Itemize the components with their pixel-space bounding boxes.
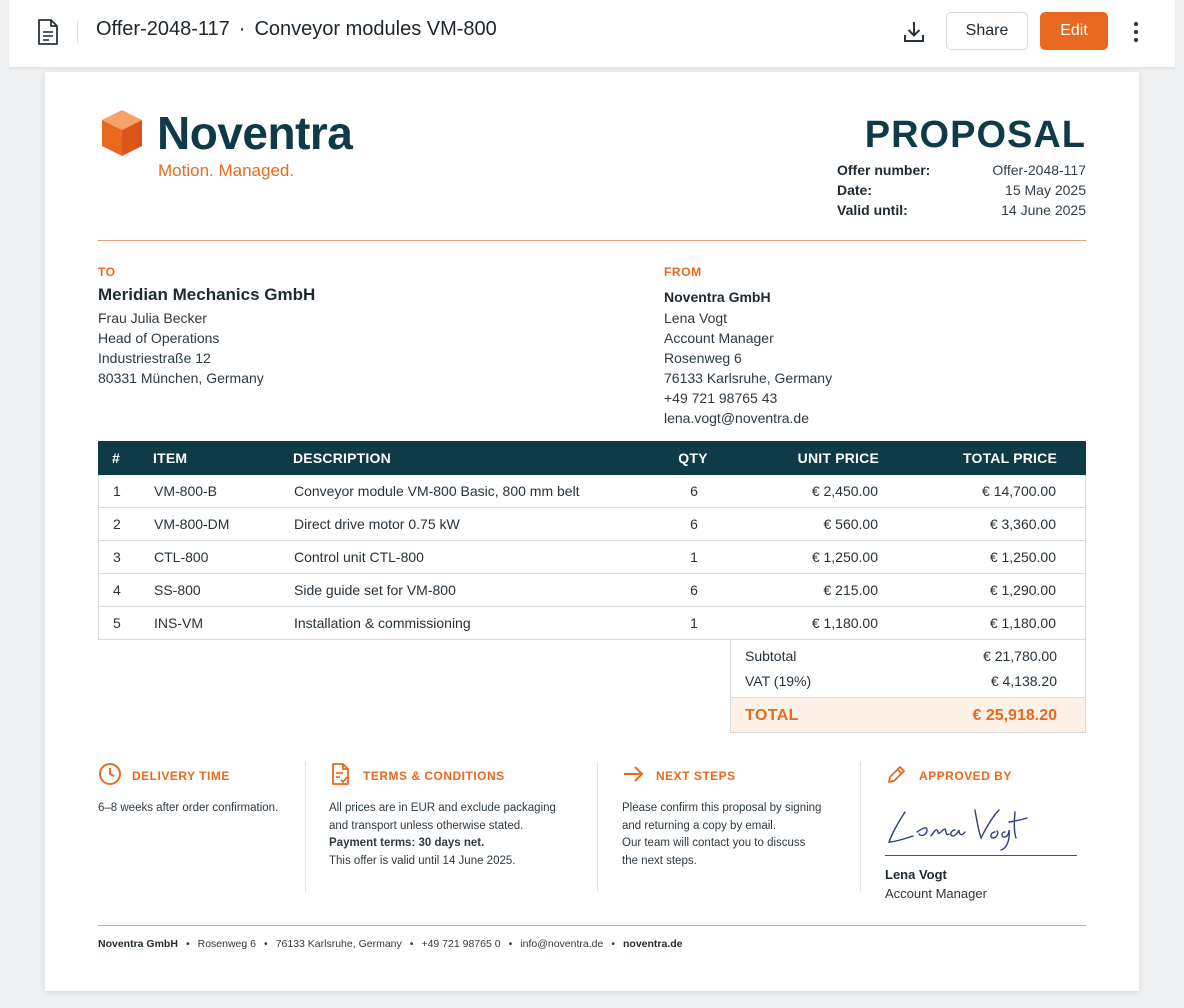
cell-qty: 1 [690,615,698,631]
to-label: TO [98,265,116,279]
next-steps-line: and returning a copy by email. [622,819,777,832]
col-header-total-price: TOTAL PRICE [963,450,1057,466]
totals-box [730,638,1086,733]
grand-total-row [731,697,1085,732]
cell-number: 4 [113,582,121,598]
delivery-label: DELIVERY TIME [132,769,230,783]
recipient-line: Industriestraße 12 [98,350,211,366]
sender-line: Rosenweg 6 [664,350,742,366]
brand-name: Noventra [157,107,353,159]
document-title [96,18,497,41]
meta-label: Offer number: [837,162,931,178]
signer-role: Account Manager [885,886,987,901]
col-header-number: # [112,450,120,466]
footer-email: info@noventra.de [520,938,604,950]
table-row [98,574,1086,607]
table-row [98,607,1086,640]
cell-description: Conveyor module VM-800 Basic, 800 mm belt [294,483,580,499]
signer-name: Lena Vogt [885,867,947,882]
footer-phone: +49 721 98765 0 [421,938,501,950]
meta-value: 15 May 2025 [1005,182,1086,198]
terms-line: This offer is valid until 14 June 2025. [329,854,516,867]
footer-bullet: • [611,938,615,950]
share-button[interactable]: Share [946,12,1028,50]
edit-button[interactable]: Edit [1040,12,1108,50]
meta-label: Date: [837,182,873,198]
brand-tagline: Motion. Managed. [158,161,295,180]
recipient-line: Head of Operations [98,330,220,346]
column-divider [860,762,861,892]
meta-label: Valid until: [837,202,908,218]
footer-company: Noventra GmbH [98,938,178,950]
more-options-icon[interactable] [1127,20,1145,44]
clock-icon [98,762,122,786]
footer-bullet: • [185,938,190,950]
vat-row [745,673,1057,689]
column-divider [597,762,598,892]
delivery-section [98,762,288,818]
proposal-title: PROPOSAL [864,114,1086,156]
table-row [98,541,1086,574]
delivery-text: 6–8 weeks after order confirmation. [98,802,279,814]
next-steps-label: NEXT STEPS [656,769,736,783]
footer-website: noventra.de [623,938,683,950]
header-divider [98,240,1086,241]
meta-value: 14 June 2025 [1001,202,1086,218]
cell-unit-price: € 1,250.00 [811,549,878,565]
sender-phone: +49 721 98765 43 [664,390,778,406]
total-label: TOTAL [745,707,799,724]
terms-label: TERMS & CONDITIONS [363,769,505,783]
next-steps-line: the next steps. [622,854,697,867]
cell-item: VM-800-B [154,483,218,499]
col-header-qty: QTY [678,450,708,466]
vat-label: VAT (19%) [745,673,812,689]
subtotal-label: Subtotal [745,648,797,664]
toolbar-divider [77,20,78,44]
cell-total-price: € 14,700.00 [982,483,1056,499]
footer-city: 76133 Karlsruhe, Germany [275,938,402,950]
subtotal-value: € 21,780.00 [983,648,1057,664]
recipient-company: Meridian Mechanics GmbH [98,285,316,304]
col-header-unit-price: UNIT PRICE [797,450,879,466]
arrow-right-icon [622,762,646,786]
cell-number: 5 [113,615,121,631]
title-separator: · [238,18,246,40]
meta-value: Offer-2048-117 [992,162,1086,178]
footer-bullet: • [508,938,513,950]
handwritten-signature [883,802,1033,854]
total-value: € 25,918.20 [972,707,1057,724]
cell-total-price: € 3,360.00 [989,516,1056,532]
sender-company: Noventra GmbH [664,289,771,305]
approval-section [885,762,1085,786]
cell-unit-price: € 560.00 [823,516,878,532]
terms-line: All prices are in EUR and exclude packaging [329,802,556,814]
column-divider [305,762,306,892]
cell-unit-price: € 2,450.00 [811,483,878,499]
items-table [98,441,1086,640]
footer-bullet: • [409,938,414,950]
sender-email: lena.vogt@noventra.de [664,410,809,426]
proposal-document [45,72,1139,991]
col-header-item: ITEM [153,450,188,466]
cell-item: SS-800 [154,582,201,598]
cell-qty: 6 [690,582,698,598]
document-id: Offer-2048-117 [96,18,230,40]
from-label: FROM [664,265,702,279]
sender-line: Account Manager [664,330,774,346]
signature-line [885,855,1077,856]
cell-unit-price: € 1,180.00 [811,615,878,631]
cell-qty: 6 [690,516,698,532]
download-icon[interactable] [902,19,926,45]
app-toolbar [9,0,1175,68]
cell-description: Installation & commissioning [294,615,471,631]
table-row [98,475,1086,508]
table-row [98,508,1086,541]
cell-number: 1 [113,483,121,499]
payment-terms: Payment terms: 30 days net. [329,837,485,849]
cell-total-price: € 1,290.00 [989,582,1056,598]
logo-cube-icon [98,108,146,158]
document-name: Conveyor modules VM-800 [254,18,497,40]
footer-street: Rosenweg 6 [197,938,256,950]
pen-icon [885,762,909,786]
cell-qty: 1 [690,549,698,565]
next-steps-text [622,800,862,870]
next-steps-line: Please confirm this proposal by signing [622,802,822,814]
col-header-description: DESCRIPTION [293,450,391,466]
footer-divider [98,925,1086,926]
footer-bullet: • [264,938,268,950]
cell-description: Direct drive motor 0.75 kW [294,516,460,532]
approved-by-label: APPROVED BY [919,769,1012,783]
terms-line: and transport unless otherwise stated. [329,819,524,832]
recipient-line: Frau Julia Becker [98,310,207,326]
document-icon [37,19,59,45]
subtotal-row [745,648,1057,664]
cell-description: Control unit CTL-800 [294,549,424,565]
table-header [98,441,1086,475]
cell-description: Side guide set for VM-800 [294,582,456,598]
sender-line: 76133 Karlsruhe, Germany [664,370,833,386]
next-steps-line: Our team will contact you to discuss [622,837,806,849]
cell-total-price: € 1,180.00 [989,615,1056,631]
cell-item: VM-800-DM [154,516,230,532]
cell-unit-price: € 215.00 [823,582,878,598]
terms-text [329,800,579,870]
terms-section [329,762,579,870]
vat-value: € 4,138.20 [990,673,1057,689]
cell-qty: 6 [690,483,698,499]
sender-line: Lena Vogt [664,310,728,326]
cell-item: INS-VM [154,615,203,631]
document-footer [98,938,683,950]
cell-number: 2 [113,516,121,532]
cell-total-price: € 1,250.00 [989,549,1056,565]
next-steps-section [622,762,862,870]
recipient-line: 80331 München, Germany [98,370,264,386]
document-check-icon [329,762,353,786]
cell-item: CTL-800 [154,549,209,565]
cell-number: 3 [113,549,121,565]
